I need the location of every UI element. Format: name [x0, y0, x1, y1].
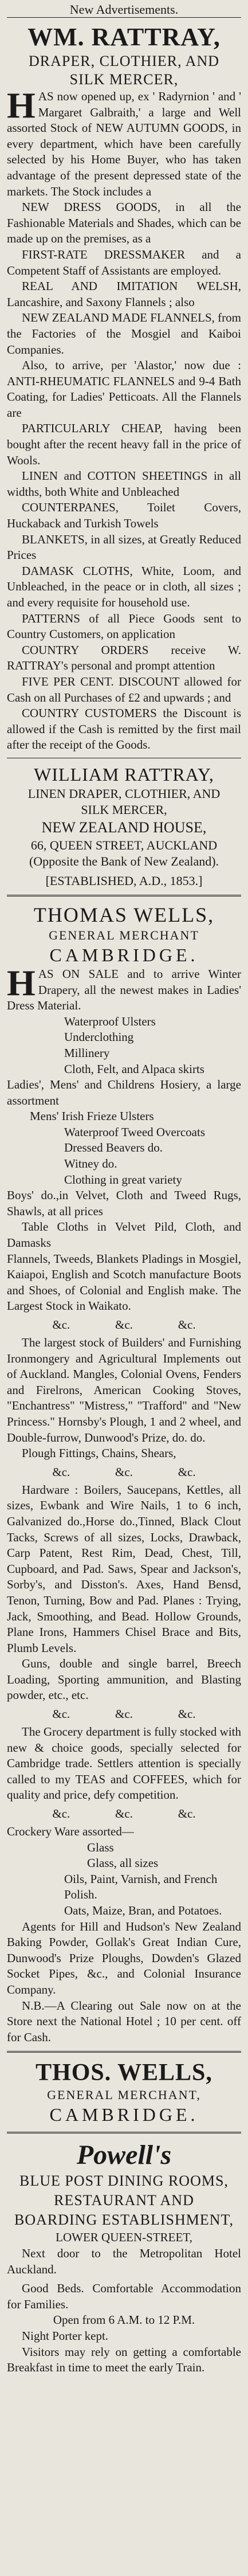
wells-intro [7, 962, 241, 1014]
warehouse-address: 66, QUEEN STREET, AUCKLAND [30, 837, 218, 852]
etc-mark: &c. [115, 1465, 133, 1479]
divider [7, 895, 241, 896]
etc-mark: &c. [178, 1465, 196, 1479]
powell-advertisement [7, 2139, 241, 2375]
wells-title: GENERAL MERCHANT [49, 927, 199, 942]
wells-paragraph: The Grocery department is fully stocked with new & choice goods, specially selected for Cambridge trade. Settlers attention is specially called to my TEAS and COFFEES, which for quality and price, defy competition. [7, 1725, 241, 1802]
wells-item: Millinery [64, 1046, 110, 1060]
powell-line: BLUE POST DINING ROOMS, [19, 2172, 229, 2190]
etc-mark: &c. [52, 1807, 70, 1821]
rattray-paragraph: PARTICULARLY CHEAP, having been bought after the recent heavy fall in the price of Wools. [7, 421, 241, 467]
rattray-paragraph: LINEN and COTTON SHEETINGS in all widths, both White and Unbleached [7, 469, 241, 499]
powell-name: Powell's [76, 2140, 172, 2171]
warehouse-name: WILLIAM RATTRAY, [34, 764, 214, 785]
rattray-paragraph: PATTERNS of all Piece Goods sent to Country Customers, on application [7, 611, 241, 641]
rattray-advertisement [7, 22, 241, 753]
powell-hours: Open from 6 A.M. to 12 P.M. [53, 2313, 195, 2327]
rattray-headline: WM. RATTRAY, [27, 23, 221, 51]
wells-item: Glass [87, 1840, 114, 1854]
wells-item: Mens' Irish Frieze Ulsters [30, 1109, 154, 1123]
etc-mark: &c. [115, 1707, 133, 1721]
wells-item: Underclothing [64, 1030, 134, 1044]
wells-paragraph: Boys' do.,in Velvet, Cloth and Tweed Rugs, Shawls, at all prices [7, 1188, 241, 1218]
wells-paragraph: Table Cloths in Velvet Pild, Cloth, and Damasks [7, 1220, 241, 1250]
wells-card [7, 2058, 241, 2126]
drop-cap: H [7, 962, 36, 1003]
divider [7, 2132, 241, 2133]
etc-mark: &c. [178, 1318, 196, 1332]
wells-item: Dressed Beavers do. [64, 1141, 163, 1155]
wells-intro-text: AS ON SALE and to arrive Winter Drapery, all the newest makes in Ladies' Dress Material. [7, 966, 241, 1013]
rattray-paragraph: FIRST-RATE DRESSMAKER and a Competent Staff of Assistants are employed. [7, 247, 241, 277]
warehouse-line: SILK MERCER, [81, 802, 167, 817]
etc-mark: &c. [52, 1465, 70, 1479]
rattray-subtitle-1: DRAPER, CLOTHIER, AND [28, 53, 219, 69]
wells-card-town: CAMBRIDGE. [49, 2104, 199, 2125]
powell-line: BOARDING ESTABLISHMENT, [14, 2211, 234, 2229]
wells-card-title: GENERAL MERCHANT, [47, 2088, 201, 2103]
rattray-paragraph: DAMASK CLOTHS, White, Loom, and Unbleached, in the peace or in cloth, all sizes ; and every requisite for household use. [7, 563, 241, 609]
powell-line: RESTAURANT AND [54, 2192, 194, 2209]
powell-paragraph: Next door to the Metropolitan Hotel Auckland. [7, 2246, 241, 2276]
etc-line [7, 1314, 241, 1335]
rattray-intro-text: AS now opened up, ex ' Radyrnion ' and ' Margaret Galbraith,' a large and Well assorted Stock of NEW AUTUMN GOODS, in every department, which have been carefully selected by his Home Buyer, who has taken advantage of the present depressed state of the markets. The Stock includes a [7, 89, 241, 198]
wells-advertisement [7, 902, 241, 2045]
wells-item: Oils, Paint, Varnish, and French Polish. [64, 1872, 218, 1902]
wells-item: Witney do. [64, 1157, 117, 1171]
rattray-intro [7, 85, 241, 199]
etc-mark: &c. [115, 1318, 133, 1332]
wells-paragraph: N.B.—A Clearing out Sale now on at the Store next the National Hotel ; 10 per cent. off for Cash. [7, 1998, 241, 2044]
etc-line [7, 1462, 241, 1482]
rattray-paragraph: NEW DRESS GOODS, in all the Fashionable Materials and Shades, which can be made up on the premises, as a [7, 200, 241, 246]
wells-paragraph: Hardware : Boilers, Saucepans, Kettles, all sizes, Ewbank and Wire Nails, 1 to 6 inch, Galvanized do.,Horse do.,Tinned, Black Clout Tacks, Screws of all sizes, Locks, Drawback, Carp Patent, Rest Rim, Dead, Chest, Till, Cupboard, and Pad. Saws, Spear and Jackson's, Sorby's, and Disston's. Axes, Hand Bensd, Tenon, Turning, Bow and Pad. Planes : Trying, Jack, Smoothing, and Bead. Hollow Grounds, Plane Irons, Hammers Chisel Brace and Bits, Plumb Levels. [7, 1482, 241, 1655]
powell-paragraph: Good Beds. Comfortable Accommodation for Families. [7, 2281, 241, 2311]
wells-name: THOMAS WELLS, [33, 903, 215, 926]
section-banner: New Advertisements. [7, 2, 241, 18]
rattray-paragraph: COUNTRY ORDERS receive W. RATTRAY's personal and prompt attention [7, 643, 241, 673]
rattray-paragraph: NEW ZEALAND MADE FLANNELS, from the Factories of the Mosgiel and Kaiboi Companies. [7, 311, 241, 357]
rattray-paragraph: COUNTRY CUSTOMERS the Discount is allowed if the Cash is remitted by the first mail after the receipt of the Goods. [7, 706, 241, 752]
wells-item: Clothing in great variety [64, 1172, 182, 1187]
rattray-paragraph: REAL AND IMITATION WELSH, Lancashire, and Saxony Flannels ; also [7, 279, 241, 309]
powell-paragraph: Visitors may rely on getting a comfortable Breakfast in time to meet the early Train. [7, 2344, 241, 2375]
rattray-paragraph: COUNTERPANES, Toilet Covers, Huckaback and Turkish Towels [7, 500, 241, 531]
wells-paragraph: Guns, double and single barrel, Breech Loading, Sporting ammunition, and Blasting powder, etc., etc. [7, 1657, 241, 1702]
warehouse-opposite: (Opposite the Bank of New Zealand). [29, 854, 219, 868]
wells-paragraph: Agents for Hill and Hudson's New Zealand Baking Powder, Gollak's Great Indian Cure, Dunwood's Prize Ploughs, Dowden's Glazed Socket Pipes, &c., and Colonial Insurance Company. [7, 1919, 241, 1996]
warehouse-house: NEW ZEALAND HOUSE, [41, 819, 207, 836]
powell-street: LOWER QUEEN-STREET, [56, 2230, 192, 2245]
wells-item: Glass, all sizes [87, 1856, 159, 1870]
warehouse-block [7, 763, 241, 889]
etc-mark: &c. [115, 1807, 133, 1821]
wells-town: CAMBRIDGE. [49, 944, 199, 965]
etc-mark: &c. [52, 1318, 70, 1332]
etc-mark: &c. [178, 1807, 196, 1821]
wells-card-name: THOS. WELLS, [36, 2060, 212, 2086]
wells-item: Waterproof Tweed Overcoats [64, 1125, 206, 1139]
rattray-subtitle-2: SILK MERCER, [69, 71, 179, 88]
powell-paragraph: Night Porter kept. [22, 2328, 109, 2343]
wells-item: Oats, Maize, Bran, and Potatoes. [64, 1904, 222, 1917]
etc-line [7, 1704, 241, 1724]
wells-paragraph: The largest stock of Builders' and Furnishing Ironmongery and Agricultural Implements out of Auckland. Mangles, Colonial Ovens, Fenders and Firelrons, American Cooking Stoves, "Enchantress" "Mistress," "Trafford" and "New Princess." Hornsby's Plough, 1 and 2 wheel, and Double-furrow, Dunwood's Prize, do. do. [7, 1336, 241, 1444]
wells-paragraph: Plough Fittings, Chains, Shears, [22, 1446, 176, 1461]
wells-paragraph: Crockery Ware assorted— [7, 1825, 134, 1839]
rattray-paragraph: FIVE PER CENT. DISCOUNT allowed for Cash on all Purchases of £2 and upwards ; and [7, 674, 241, 704]
divider [7, 2051, 241, 2053]
wells-paragraph: Ladies', Mens' and Childrens Hosiery, a large assortment [7, 1078, 241, 1107]
wells-paragraph: Flannels, Tweeds, Blankets Pladings in Mosgiel, Kaiapoi, English and Scotch manufacture Boots and Shoes, of Colonial and English make. The Largest Stock in Waikato. [7, 1251, 241, 1313]
rattray-paragraph: Also, to arrive, per 'Alastor,' now due : ANTI-RHEUMATIC FLANNELS and 9-4 Bath Coating, for Ladies' Petticoats. All the Flannels are [7, 358, 241, 420]
etc-mark: &c. [178, 1707, 196, 1721]
drop-cap: H [7, 85, 36, 126]
warehouse-line: LINEN DRAPER, CLOTHIER, AND [27, 786, 221, 801]
rattray-paragraph: BLANKETS, in all sizes, at Greatly Reduced Prices [7, 532, 241, 562]
etc-mark: &c. [52, 1707, 70, 1721]
established-date: [ESTABLISHED, A.D., 1853.] [45, 873, 203, 888]
wells-item: Cloth, Felt, and Alpaca skirts [64, 1062, 204, 1076]
etc-line [7, 1803, 241, 1824]
wells-item: Waterproof Ulsters [64, 1014, 156, 1028]
